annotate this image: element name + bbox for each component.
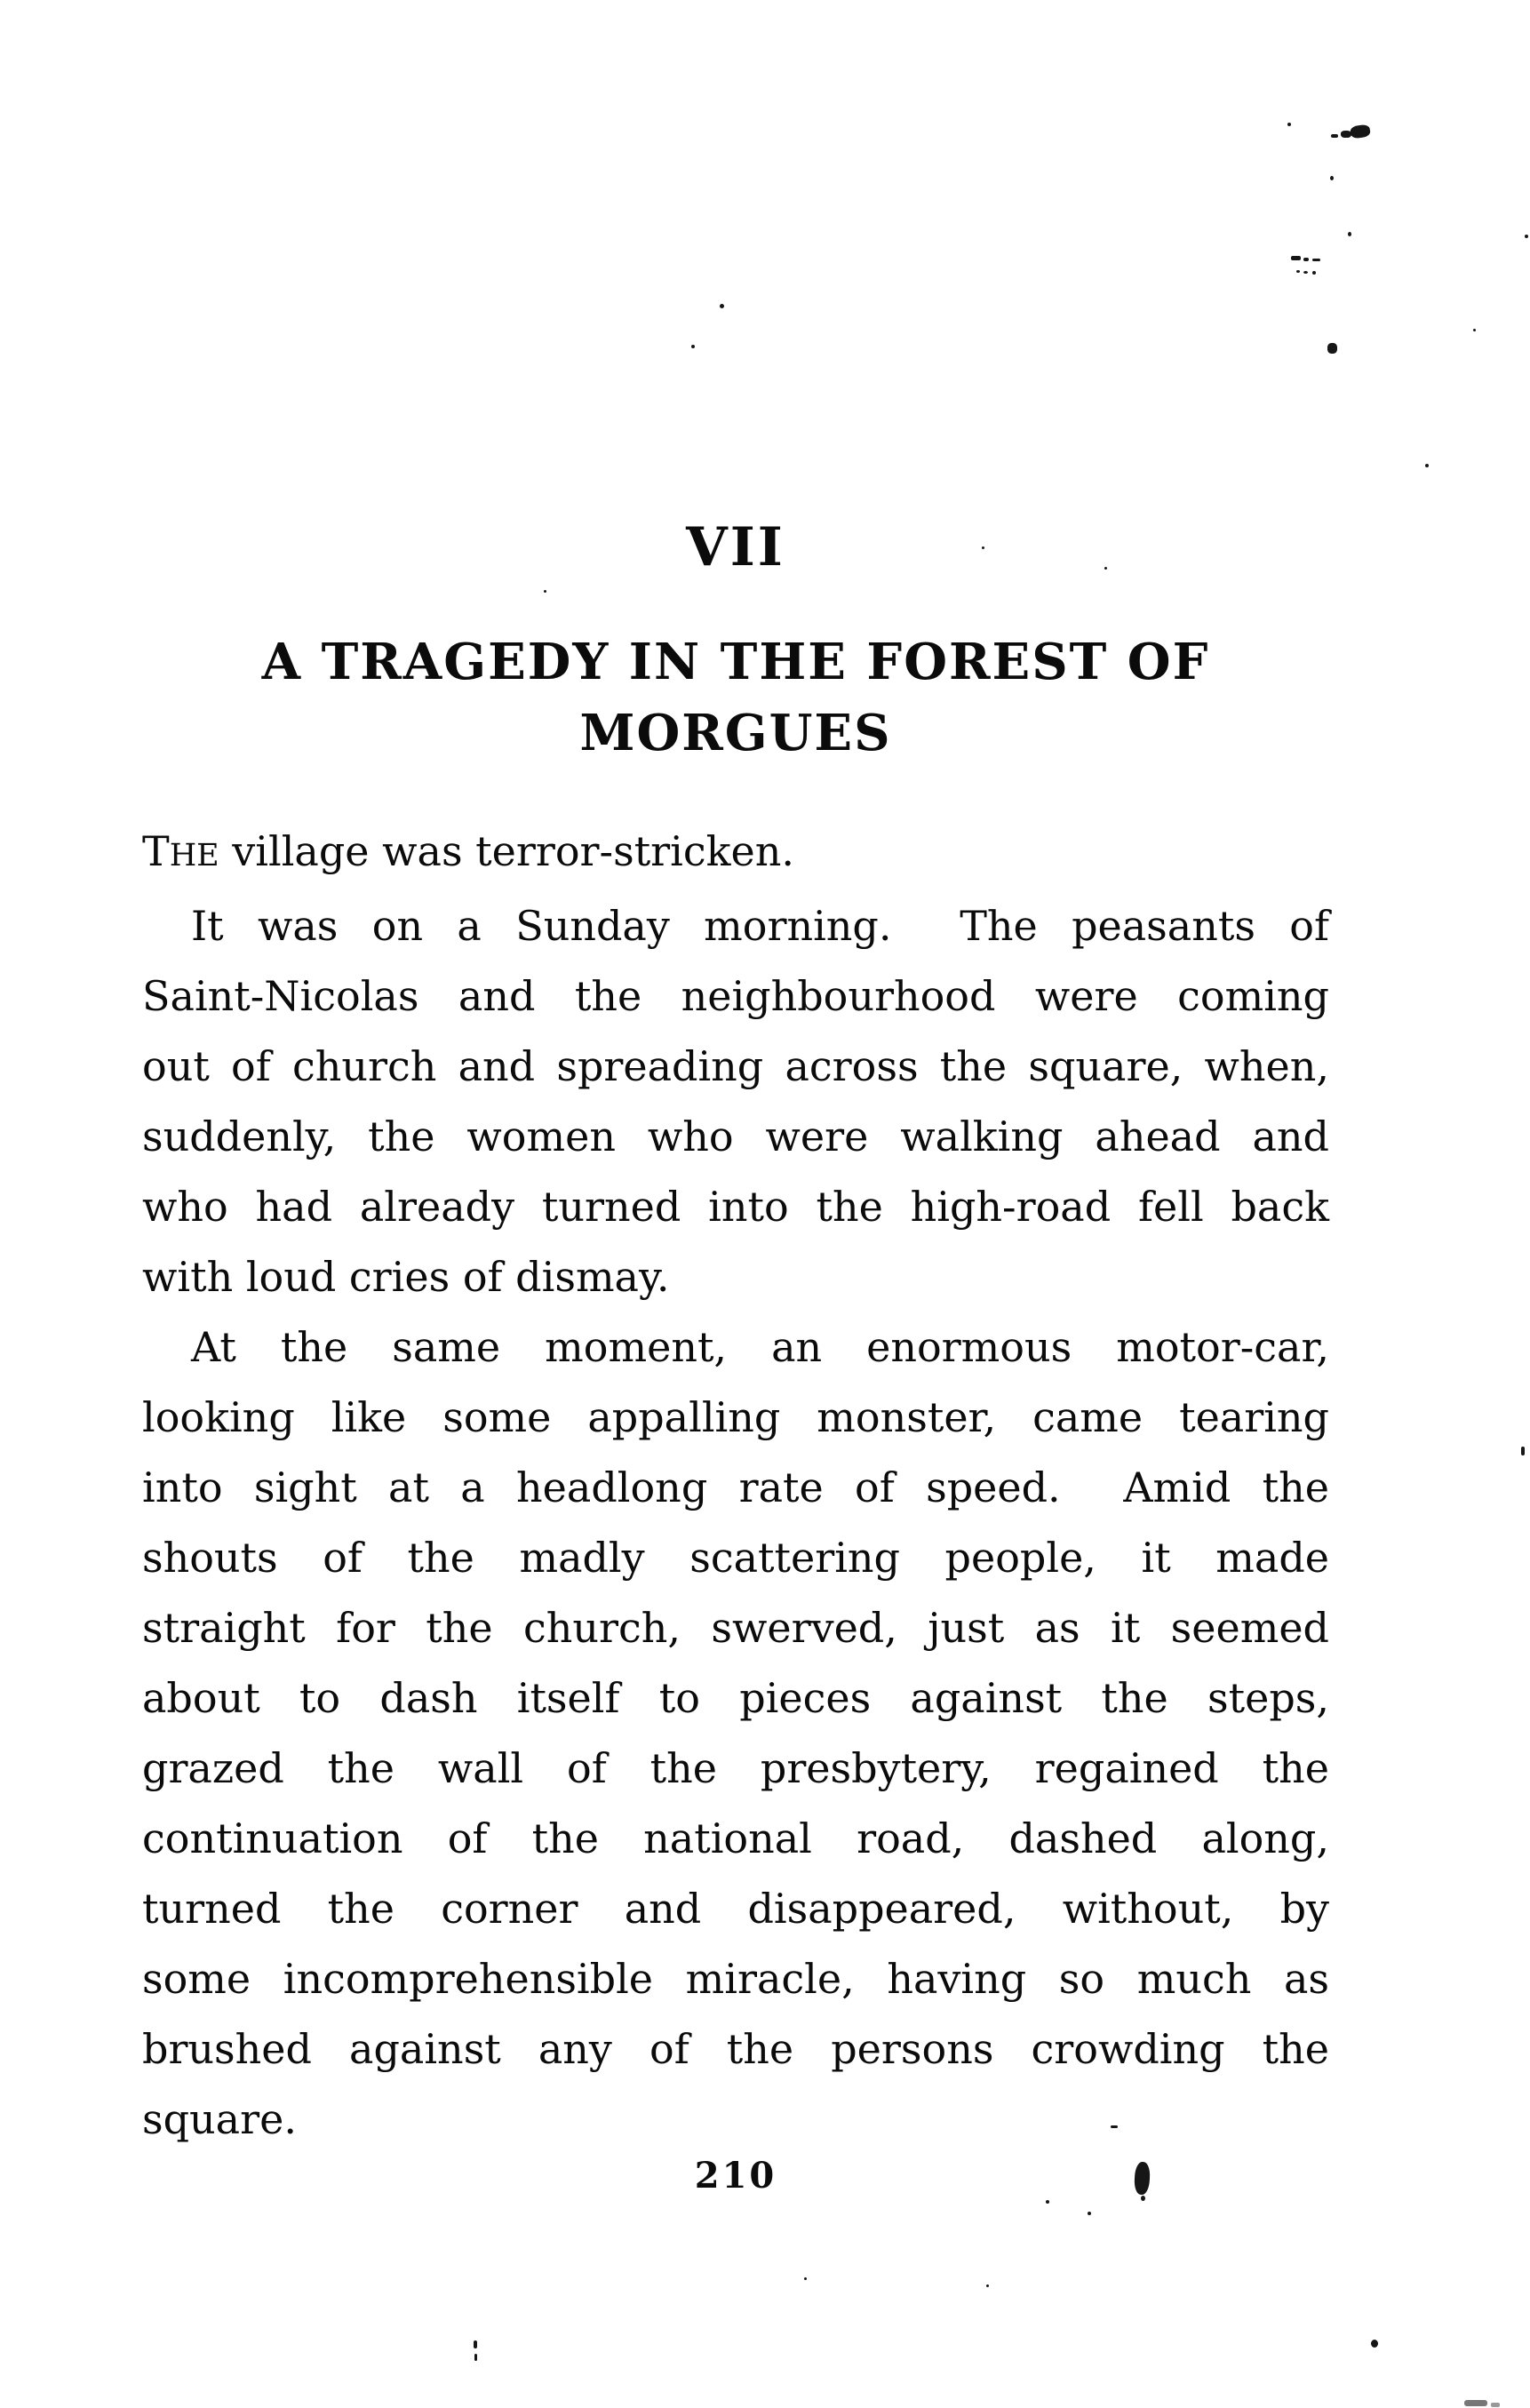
body-line (142, 1593, 1329, 1663)
body-text-segment: At the same moment, an enormous motor-car, (191, 1323, 1329, 1371)
body-line (142, 1032, 1329, 1102)
body-line (142, 1944, 1329, 2014)
body-text-segment: T (142, 827, 170, 875)
ink-blot (1327, 343, 1337, 354)
chapter-number: VII (686, 516, 785, 578)
ink-mark (474, 2354, 477, 2361)
body-line (142, 1523, 1329, 1593)
ink-speck (1104, 567, 1107, 570)
body-text-segment: into sight at a headlong rate of speed. Amid the (142, 1463, 1329, 1511)
body-line (142, 1874, 1329, 1944)
body-line (142, 1663, 1329, 1734)
ink-dash (1312, 259, 1320, 261)
body-text-segment: suddenly, the women who were walking ahead and (142, 1112, 1329, 1160)
chapter-title-line-1: A TRAGEDY IN THE FOREST OF (261, 633, 1210, 691)
body-line (142, 891, 1329, 961)
body-text-segment: with loud cries of dismay. (142, 1253, 670, 1301)
body-line (142, 961, 1329, 1032)
body-line (142, 817, 1329, 891)
ink-speck (1525, 235, 1528, 238)
ink-dash (1111, 2125, 1118, 2128)
ink-speck (1296, 270, 1300, 273)
ink-smudge (1464, 2400, 1487, 2406)
ink-speck (1425, 464, 1429, 467)
ink-speck (1046, 2200, 1049, 2204)
small-caps-text: HE (169, 838, 219, 873)
ink-speck (986, 2284, 989, 2287)
body-text-segment: Saint-Nicolas and the neighbourhood were coming (142, 972, 1329, 1020)
ink-dash (1303, 258, 1309, 261)
ink-speck (1287, 123, 1291, 126)
ink-speck (1473, 329, 1476, 331)
body-text-segment: turned the corner and disappeared, without, by (142, 1885, 1329, 1933)
ink-speck (804, 2277, 807, 2280)
body-line (142, 1734, 1329, 1804)
body-text-segment: continuation of the national road, dashed along, (142, 1814, 1329, 1862)
page-number: 210 (694, 2155, 777, 2197)
ink-smudge (1491, 2403, 1500, 2407)
body-text-segment: straight for the church, swerved, just as it seemed (142, 1604, 1329, 1652)
chapter-title-line-2: MORGUES (579, 704, 892, 762)
body-text-segment: out of church and spreading across the square, when, (142, 1042, 1329, 1090)
body-text-segment: about to dash itself to pieces against the steps, (142, 1674, 1329, 1722)
body-line (142, 1312, 1329, 1383)
body-text-segment: square. (142, 2095, 297, 2143)
ink-speck (982, 546, 984, 549)
body-text-segment: who had already turned into the high-road fell back (142, 1183, 1329, 1231)
body-text (142, 817, 1329, 2155)
body-line (142, 1383, 1329, 1453)
chapter-title (142, 626, 1329, 769)
body-text-segment: brushed against any of the persons crowding the (142, 2025, 1329, 2073)
ink-speck (1312, 271, 1316, 275)
body-line (142, 1102, 1329, 1172)
ink-speck (1141, 2196, 1145, 2201)
ink-speck (544, 590, 546, 593)
ink-speck (720, 304, 724, 308)
ink-speck (1371, 2340, 1378, 2348)
body-line (142, 2085, 1329, 2155)
body-text-segment: shouts of the madly scattering people, it made (142, 1534, 1329, 1582)
body-line (142, 1453, 1329, 1523)
ink-speck (1330, 176, 1334, 180)
ink-smudge (1331, 134, 1338, 138)
ink-dash (1521, 1447, 1525, 1455)
body-text-segment: some incomprehensible miracle, having so much as (142, 1955, 1329, 2003)
ink-speck (691, 345, 695, 348)
body-text-segment: grazed the wall of the presbytery, regained the (142, 1744, 1329, 1792)
ink-speck (1088, 2212, 1091, 2215)
ink-smudge (1350, 124, 1371, 140)
body-line (142, 1172, 1329, 1242)
body-line (142, 1242, 1329, 1312)
ink-speck (1348, 232, 1351, 236)
body-line (142, 2014, 1329, 2085)
ink-dash (1291, 256, 1301, 260)
body-text-segment: looking like some appalling monster, came tearing (142, 1393, 1329, 1441)
ink-speck (1303, 271, 1308, 274)
body-text-segment: village was terror-stricken. (219, 827, 794, 875)
ink-mark (474, 2340, 477, 2348)
body-line (142, 1804, 1329, 1874)
body-text-segment: It was on a Sunday morning. The peasants of (191, 902, 1329, 950)
